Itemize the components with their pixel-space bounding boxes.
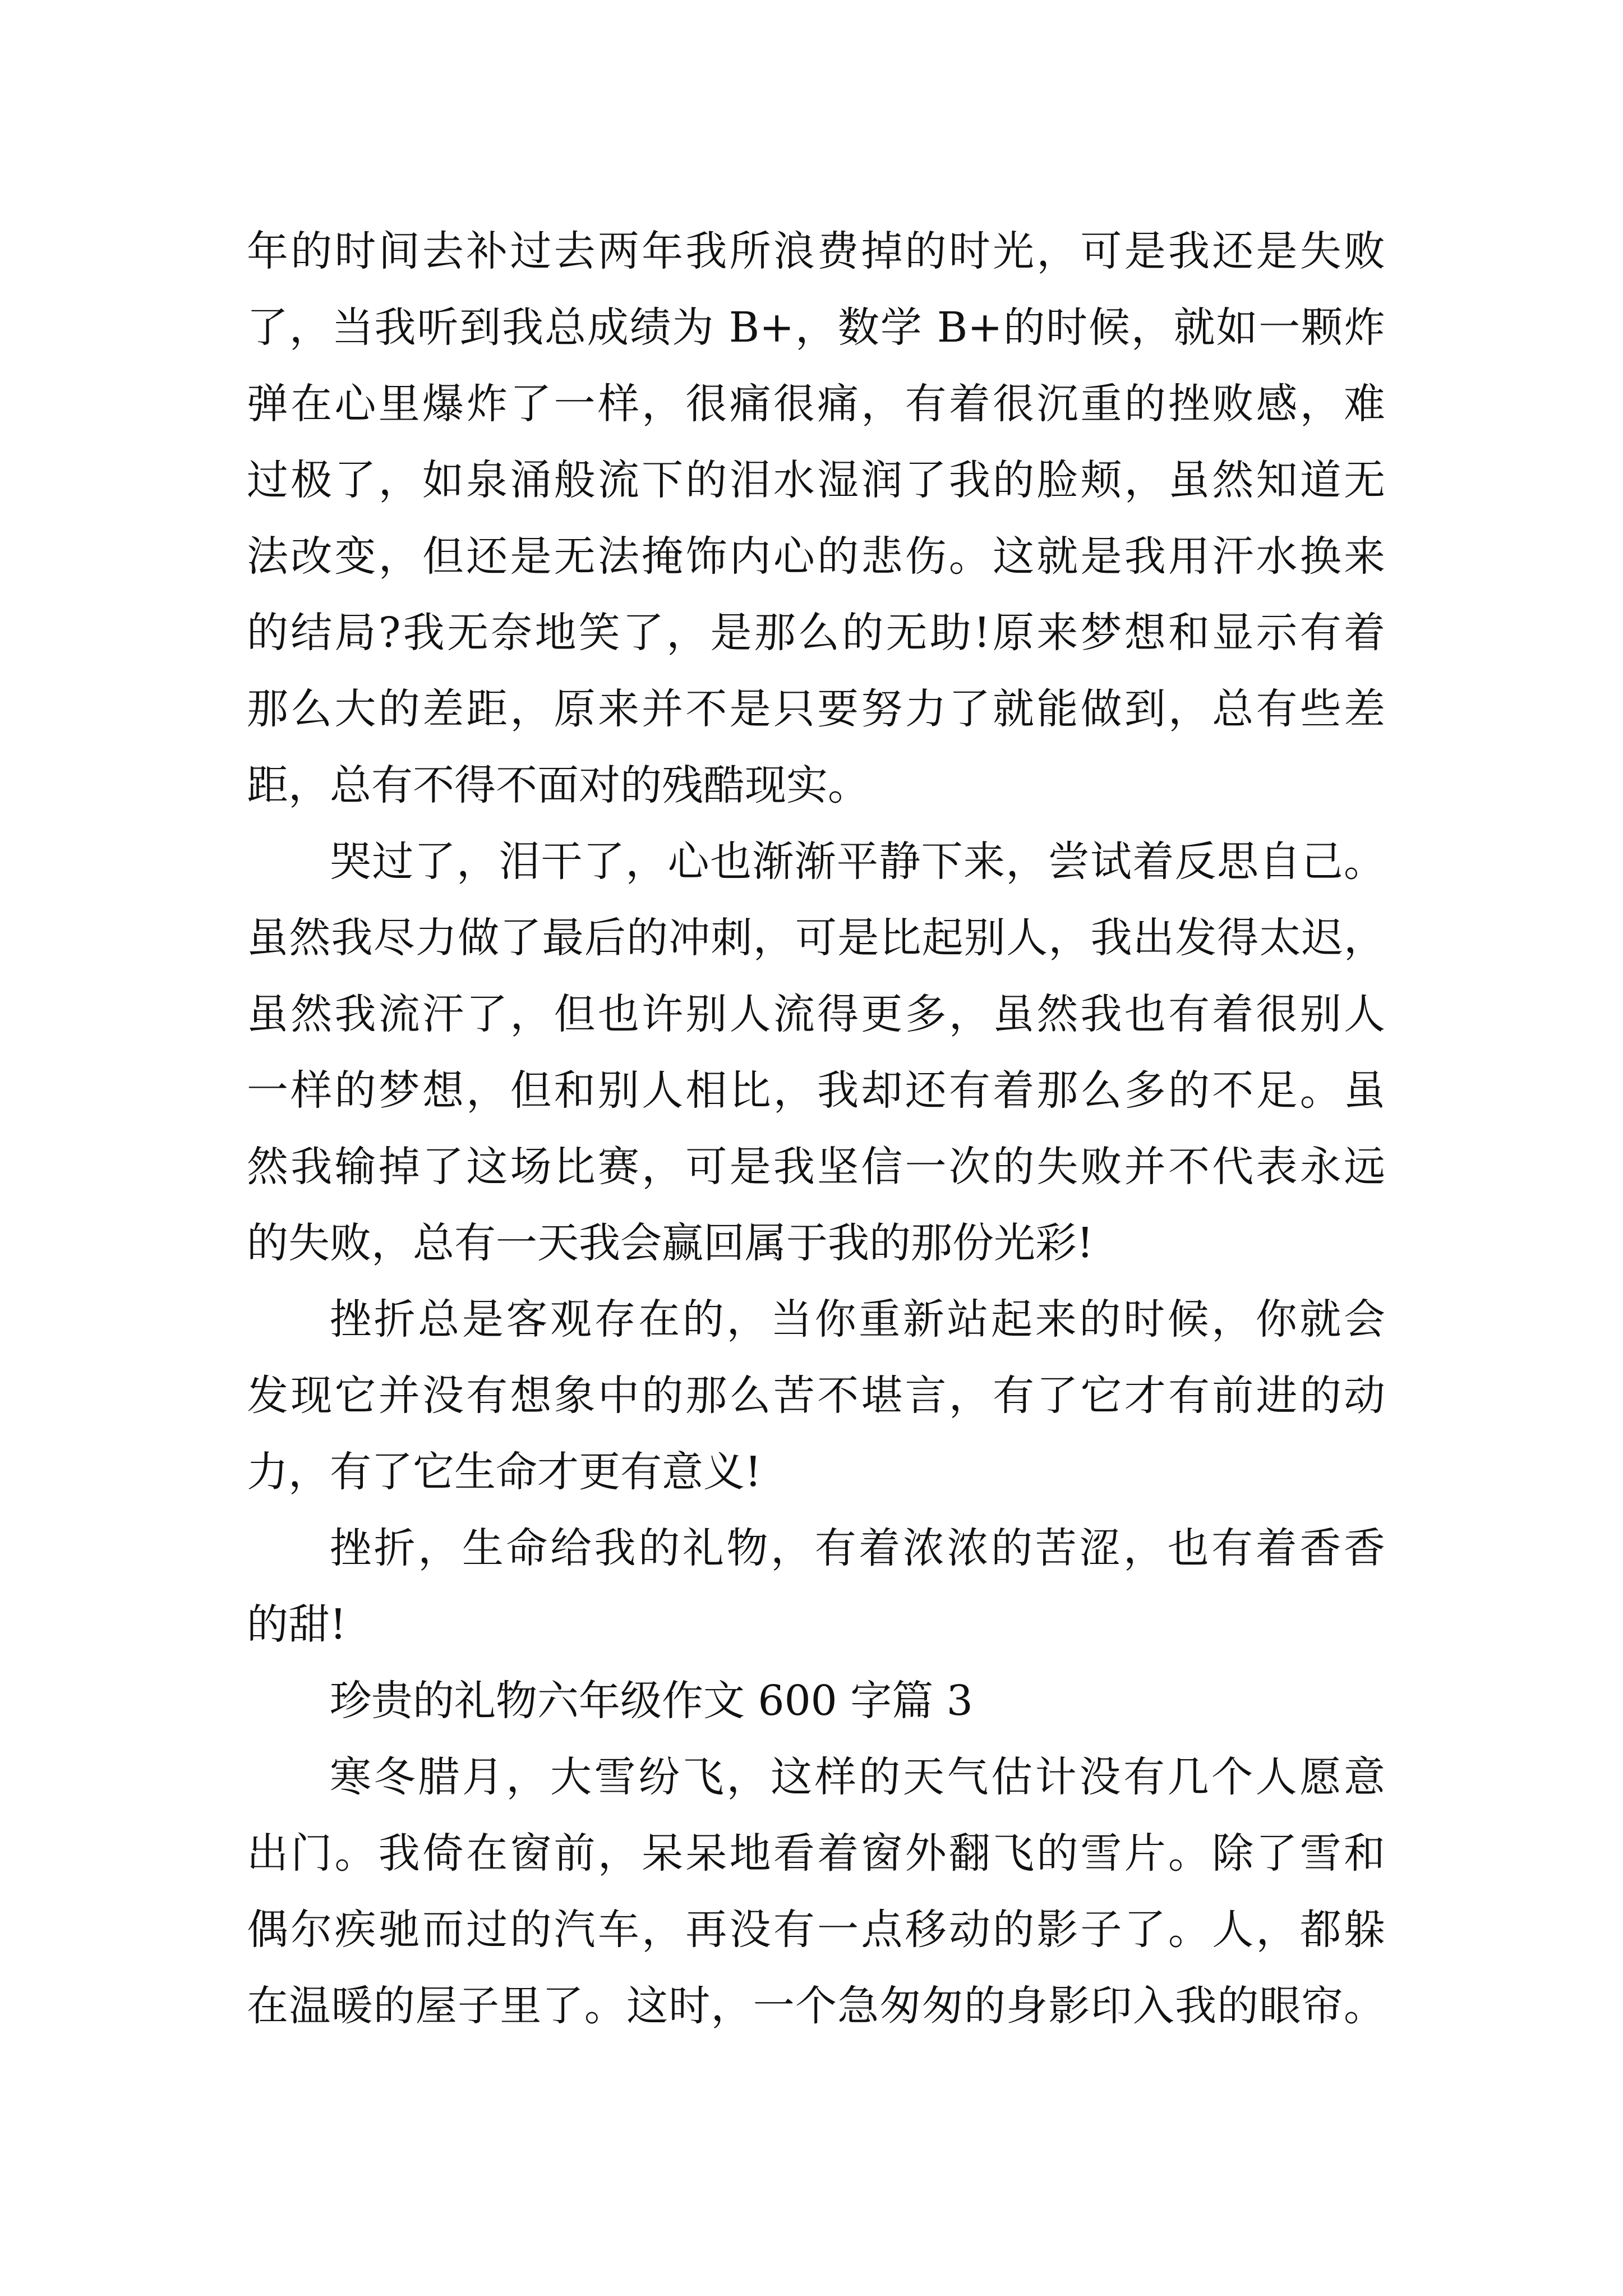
essay-line: 弹在心里爆炸了一样，很痛很痛，有着很沉重的挫败感，难 — [247, 380, 1385, 428]
paragraph-start-line: 挫折，生命给我的礼物，有着浓浓的苦涩，也有着香香 — [330, 1524, 1385, 1572]
essay-line: 过极了，如泉涌般流下的泪水湿润了我的脸颊，虽然知道无 — [247, 456, 1385, 504]
essay-line: 的失败，总有一天我会赢回属于我的那份光彩! — [247, 1219, 1094, 1267]
essay-line: 然我输掉了这场比赛，可是我坚信一次的失败并不代表永远 — [247, 1143, 1385, 1191]
essay-line: 年的时间去补过去两年我所浪费掉的时光，可是我还是失败 — [247, 227, 1385, 275]
essay-line: 虽然我流汗了，但也许别人流得更多，虽然我也有着很别人 — [247, 990, 1385, 1038]
paragraph-start-line: 挫折总是客观存在的，当你重新站起来的时候，你就会 — [330, 1295, 1385, 1343]
paragraph-start-line: 哭过了，泪干了，心也渐渐平静下来，尝试着反思自己。 — [330, 838, 1385, 886]
essay-line: 偶尔疾驰而过的汽车，再没有一点移动的影子了。人，都躲 — [247, 1906, 1385, 1954]
essay-line: 的结局?我无奈地笑了，是那么的无助!原来梦想和显示有着 — [247, 609, 1385, 657]
essay-line: 一样的梦想，但和别人相比，我却还有着那么多的不足。虽 — [247, 1066, 1385, 1115]
essay-line: 了，当我听到我总成绩为 B+，数学 B+的时候，就如一颗炸 — [247, 303, 1385, 352]
essay-line: 力，有了它生命才更有意义! — [247, 1448, 762, 1496]
essay-line: 的甜! — [247, 1600, 347, 1649]
essay-line: 距，总有不得不面对的残酷现实。 — [247, 761, 869, 809]
paragraph-start-line: 寒冬腊月，大雪纷飞，这样的天气估计没有几个人愿意 — [330, 1753, 1385, 1801]
essay-body — [247, 213, 1385, 2044]
essay-line: 法改变，但还是无法掩饰内心的悲伤。这就是我用汗水换来 — [247, 532, 1385, 581]
essay-line: 出门。我倚在窗前，呆呆地看着窗外翻飞的雪片。除了雪和 — [247, 1829, 1385, 1878]
essay-line: 发现它并没有想象中的那么苦不堪言，有了它才有前进的动 — [247, 1372, 1385, 1420]
essay-line: 虽然我尽力做了最后的冲刺，可是比起别人，我出发得太迟， — [247, 914, 1385, 962]
essay-line: 那么大的差距，原来并不是只要努力了就能做到，总有些差 — [247, 685, 1385, 733]
essay-line: 在温暖的屋子里了。这时，一个急匆匆的身影印入我的眼帘。 — [247, 1982, 1385, 2030]
section-heading: 珍贵的礼物六年级作文 600 字篇 3 — [330, 1677, 973, 1725]
